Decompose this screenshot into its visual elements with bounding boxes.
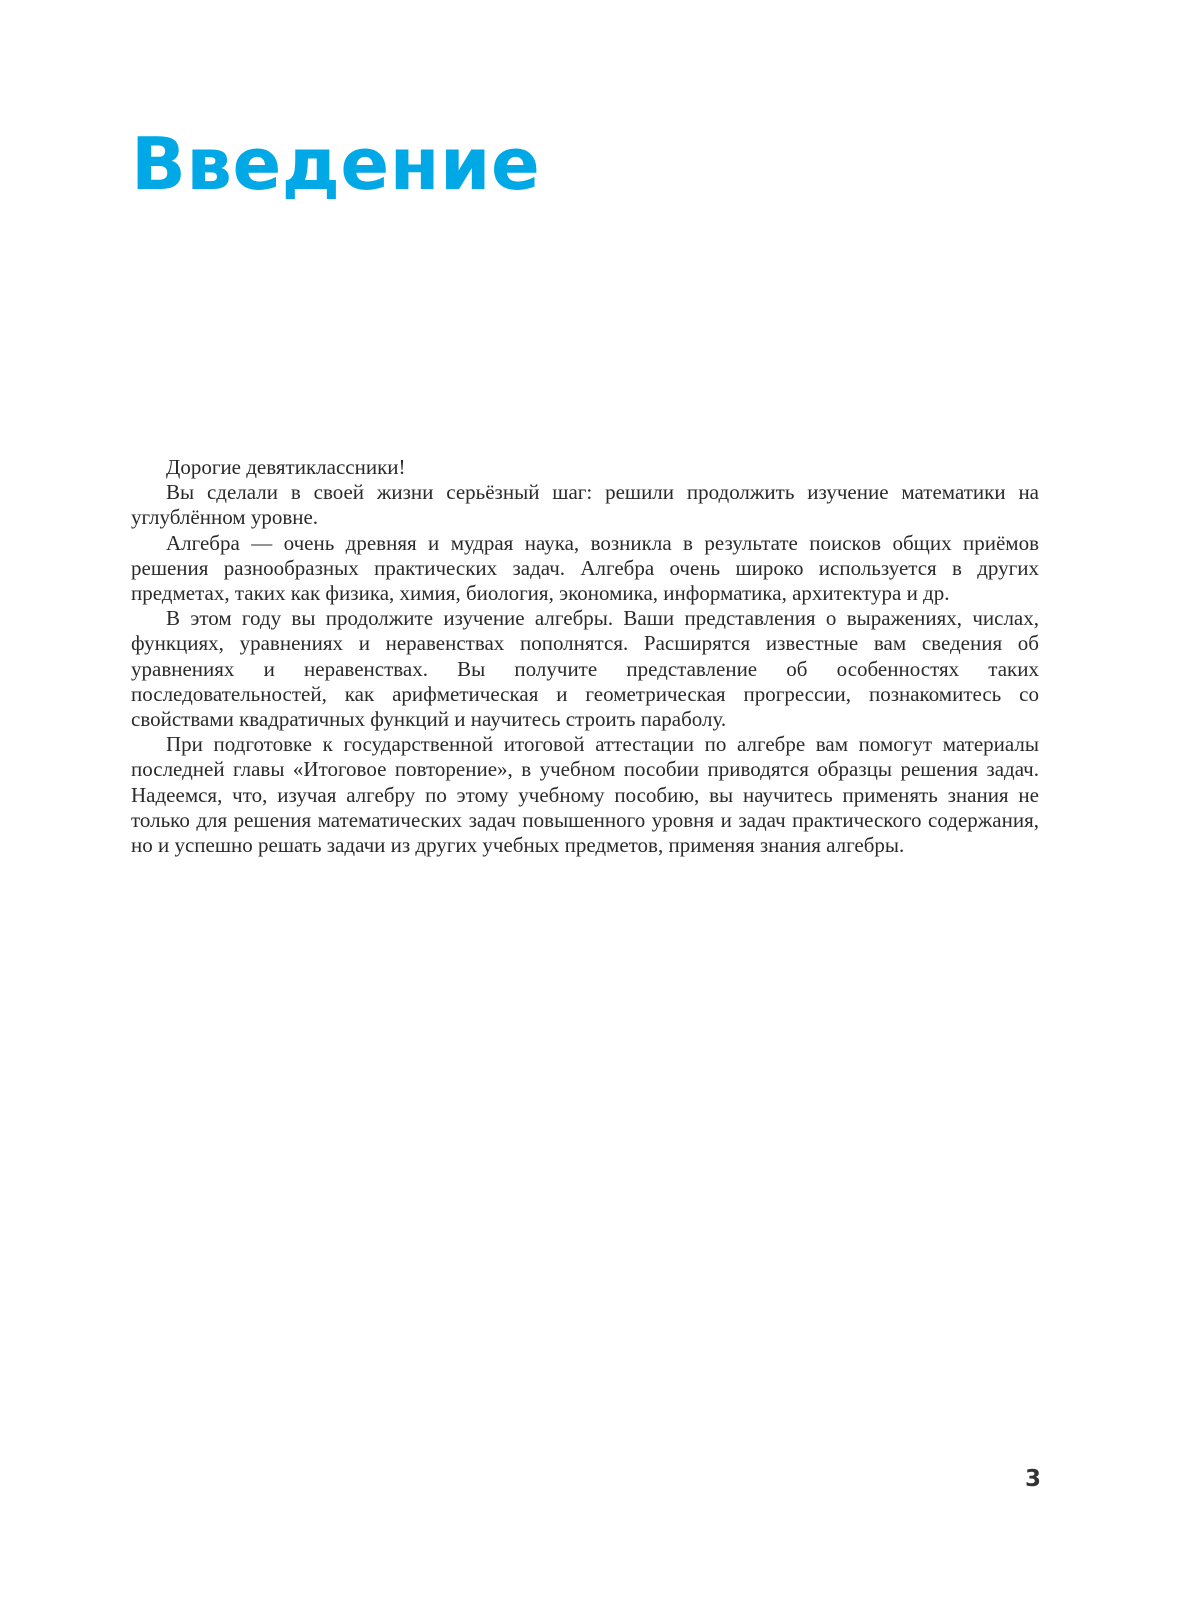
page-title: Введение (131, 122, 541, 206)
intro-text (131, 455, 1039, 858)
page-number: 3 (1025, 1466, 1042, 1492)
paragraph: Вы сделали в своей жизни серьёзный шаг: решили продолжить изучение математики на углублённом уровне. (131, 480, 1039, 530)
paragraph: Алгебра — очень древняя и мудрая наука, возникла в результате поисков общих приёмов решения разнообразных практических задач. Алгебра очень широко используется в других предметах, таких как физика, химия, биология, экономика, информатика, архитектура и др. (131, 530, 1039, 606)
greeting: Дорогие девятиклассники! (166, 455, 406, 479)
paragraph: При подготовке к государственной итоговой аттестации по алгебре вам помогут материалы последней главы «Итоговое повторение», в учебном пособии приводятся образцы решения задач. Надеемся, что, изучая алгебру по этому учебному пособию, вы научитесь применять знания не только для решения математических задач повышенного уровня и задач практического содержания, но и успешно решать задачи из других учебных предметов, применяя знания алгебры. (131, 732, 1039, 858)
paragraph: В этом году вы продолжите изучение алгебры. Ваши представления о выражениях, числах, функциях, уравнениях и неравенствах пополнятся. Расширятся известные вам сведения об уравнениях и неравенствах. Вы получите представление об особенностях таких последовательностей, как арифметическая и геометрическая прогрессии, познакомитесь со свойствами квадратичных функций и научитесь строить параболу. (131, 606, 1039, 732)
